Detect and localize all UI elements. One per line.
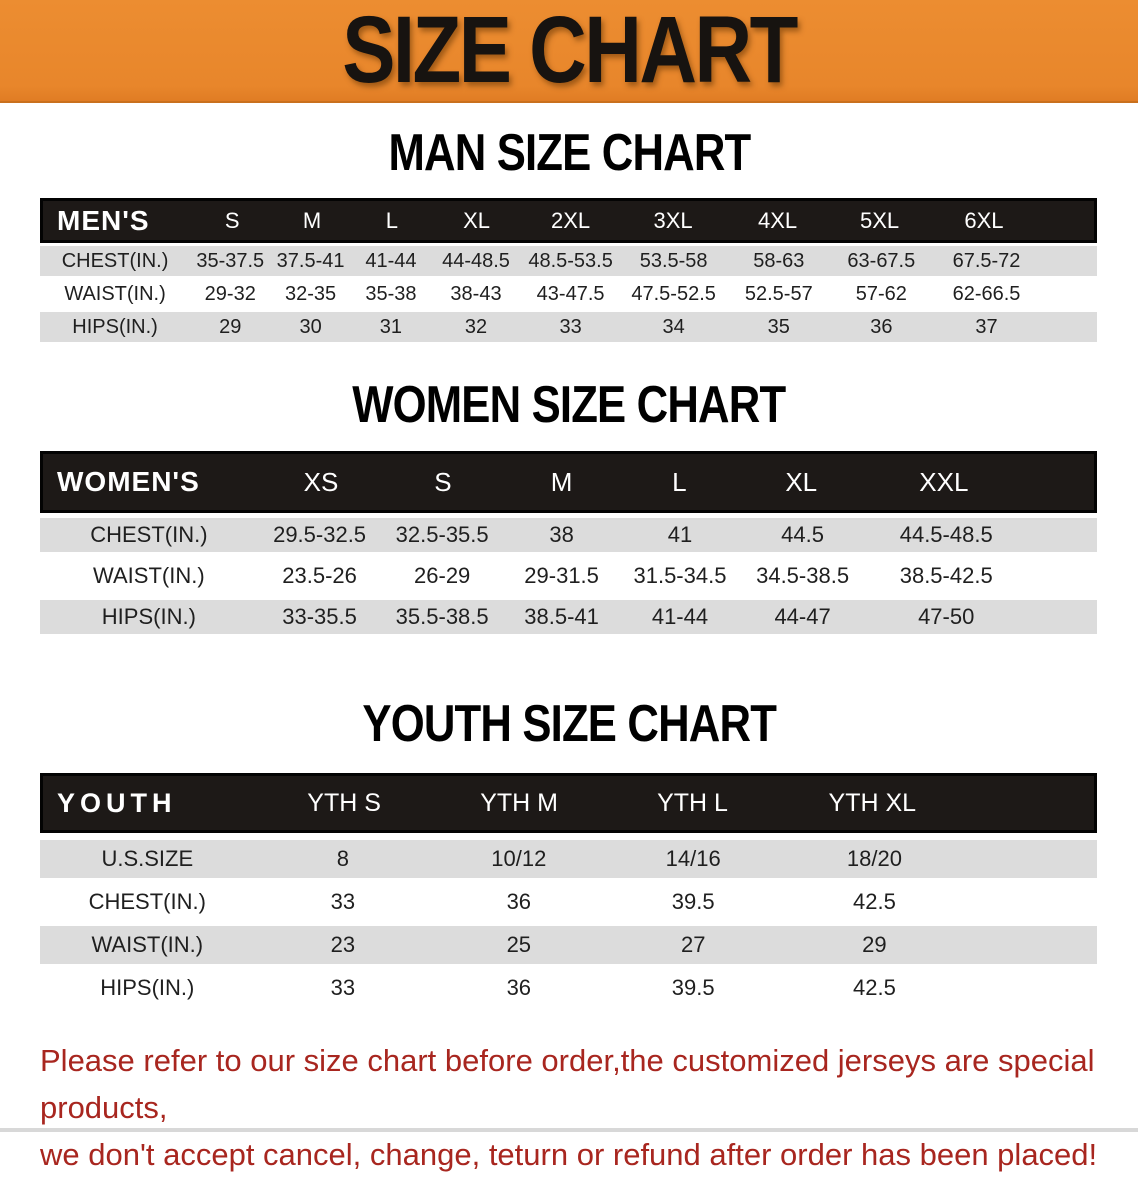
row-label: CHEST(IN.) xyxy=(88,889,206,914)
table-cell: 26-29 xyxy=(414,563,471,588)
table-cell: 29 xyxy=(862,932,887,957)
table-cell: 33 xyxy=(559,315,582,338)
table-cell: 35-38 xyxy=(365,282,417,305)
size-col-header: M xyxy=(302,207,322,233)
size-col-header: XS xyxy=(303,466,339,497)
table-cell: 47.5-52.5 xyxy=(631,282,716,305)
table-cell: 39.5 xyxy=(671,889,715,914)
size-col-header: YTH L xyxy=(657,788,728,817)
men-size-table xyxy=(40,198,1097,342)
table-cell: 41-44 xyxy=(651,604,709,629)
row-label: WAIST(IN.) xyxy=(64,282,166,305)
table-cell: 18/20 xyxy=(846,846,902,871)
men-section-heading-text: MAN SIZE CHART xyxy=(388,124,750,182)
disclaimer-text xyxy=(40,1037,1118,1178)
table-cell: 58-63 xyxy=(753,249,805,272)
table-row xyxy=(40,926,1097,964)
table-cell: 30 xyxy=(299,315,322,338)
size-col-header: 4XL xyxy=(758,207,798,233)
size-col-header: S xyxy=(434,466,452,497)
row-label: HIPS(IN.) xyxy=(101,604,196,629)
banner-title: SIZE CHART xyxy=(342,0,796,103)
table-cell: 36 xyxy=(506,889,532,914)
table-cell: 37.5-41 xyxy=(276,249,345,272)
table-cell: 29-32 xyxy=(204,282,256,305)
row-label: CHEST(IN.) xyxy=(61,249,169,272)
row-label: HIPS(IN.) xyxy=(72,315,158,338)
youth-table-header-row xyxy=(40,773,1097,833)
table-row xyxy=(40,969,1097,1007)
table-row xyxy=(40,559,1097,593)
row-label: HIPS(IN.) xyxy=(100,975,195,1000)
women-section-heading xyxy=(0,376,1138,434)
table-cell: 39.5 xyxy=(671,975,715,1000)
table-cell: 42.5 xyxy=(853,889,896,914)
table-row xyxy=(40,518,1097,552)
bottom-edge-divider xyxy=(0,1128,1138,1132)
table-row xyxy=(40,883,1097,921)
table-cell: 31 xyxy=(379,315,403,338)
table-cell: 44.5-48.5 xyxy=(899,522,993,547)
table-cell: 38 xyxy=(549,522,574,547)
size-col-header: S xyxy=(224,207,240,233)
table-cell: 34.5-38.5 xyxy=(756,563,850,588)
table-cell: 33 xyxy=(330,975,356,1000)
table-cell: 29.5-32.5 xyxy=(273,522,367,547)
table-cell: 41 xyxy=(667,522,693,547)
table-cell: 33 xyxy=(330,889,356,914)
table-cell: 57-62 xyxy=(855,282,907,305)
table-cell: 43-47.5 xyxy=(536,282,605,305)
youth-section-heading xyxy=(0,695,1138,753)
table-row xyxy=(40,600,1097,634)
table-cell: 44-47 xyxy=(774,604,831,629)
men-section-heading xyxy=(0,124,1138,182)
table-cell: 36 xyxy=(870,315,893,338)
table-cell: 8 xyxy=(336,846,349,871)
table-row xyxy=(40,279,1097,309)
disclaimer-line-2: we don't accept cancel, change, teturn or refund after order has been placed! xyxy=(40,1137,1098,1172)
table-cell: 34 xyxy=(662,315,685,338)
youth-size-table xyxy=(40,773,1097,1007)
table-cell: 47-50 xyxy=(918,604,975,629)
table-cell: 37 xyxy=(975,315,998,338)
size-col-header: M xyxy=(550,466,573,497)
row-label: WAIST(IN.) xyxy=(91,932,204,957)
row-label: U.S.SIZE xyxy=(101,846,194,871)
youth-table-corner-label: YOUTH xyxy=(57,787,177,818)
size-col-header: YTH XL xyxy=(828,788,917,817)
table-cell: 52.5-57 xyxy=(744,282,813,305)
banner xyxy=(0,0,1138,103)
table-cell: 23.5-26 xyxy=(282,563,357,588)
women-table-header-row xyxy=(40,451,1097,513)
table-cell: 10/12 xyxy=(491,846,547,871)
table-cell: 38.5-42.5 xyxy=(899,563,993,588)
table-row xyxy=(40,840,1097,878)
table-cell: 44.5 xyxy=(781,522,824,547)
size-col-header: XL xyxy=(785,466,818,497)
men-table-corner-label: MEN'S xyxy=(57,204,150,236)
table-cell: 35 xyxy=(767,315,790,338)
table-cell: 53.5-58 xyxy=(639,249,708,272)
table-cell: 33-35.5 xyxy=(282,604,357,629)
table-cell: 38-43 xyxy=(450,282,502,305)
table-cell: 38.5-41 xyxy=(524,604,599,629)
size-col-header: 5XL xyxy=(859,207,900,233)
table-cell: 32.5-35.5 xyxy=(395,522,489,547)
size-col-header: 3XL xyxy=(653,207,693,233)
table-cell: 25 xyxy=(506,932,532,957)
women-size-table xyxy=(40,451,1097,634)
table-cell: 67.5-72 xyxy=(952,249,1021,272)
men-table-header-row xyxy=(40,198,1097,243)
disclaimer-line-1: Please refer to our size chart before order,the customized jerseys are special products, xyxy=(40,1043,1095,1125)
table-cell: 23 xyxy=(330,932,356,957)
table-cell: 48.5-53.5 xyxy=(528,249,613,272)
table-cell: 14/16 xyxy=(665,846,721,871)
table-cell: 31.5-34.5 xyxy=(633,563,727,588)
table-row xyxy=(40,312,1097,342)
row-label: CHEST(IN.) xyxy=(90,522,208,547)
table-cell: 42.5 xyxy=(853,975,896,1000)
table-cell: 35-37.5 xyxy=(196,249,265,272)
size-col-header: 2XL xyxy=(551,207,591,233)
size-col-header: 6XL xyxy=(964,207,1004,233)
table-cell: 63-67.5 xyxy=(847,249,916,272)
size-col-header: YTH S xyxy=(307,788,381,817)
size-col-header: YTH M xyxy=(480,788,558,817)
table-cell: 36 xyxy=(506,975,532,1000)
women-section-heading-text: WOMEN SIZE CHART xyxy=(352,376,786,434)
youth-section-heading-text: YOUTH SIZE CHART xyxy=(362,695,776,753)
table-row xyxy=(40,246,1097,276)
size-col-header: XXL xyxy=(919,466,969,497)
size-col-header: XL xyxy=(463,207,490,233)
row-label: WAIST(IN.) xyxy=(93,563,205,588)
table-cell: 32 xyxy=(464,315,488,338)
women-table-corner-label: WOMEN'S xyxy=(57,466,200,497)
table-cell: 29 xyxy=(219,315,242,338)
table-cell: 29-31.5 xyxy=(524,563,599,588)
size-col-header: L xyxy=(672,466,687,497)
table-cell: 27 xyxy=(680,932,706,957)
table-cell: 35.5-38.5 xyxy=(395,604,489,629)
table-cell: 41-44 xyxy=(365,249,417,272)
table-cell: 62-66.5 xyxy=(952,282,1021,305)
table-cell: 44-48.5 xyxy=(442,249,510,272)
size-col-header: L xyxy=(385,207,399,233)
table-cell: 32-35 xyxy=(285,282,337,305)
